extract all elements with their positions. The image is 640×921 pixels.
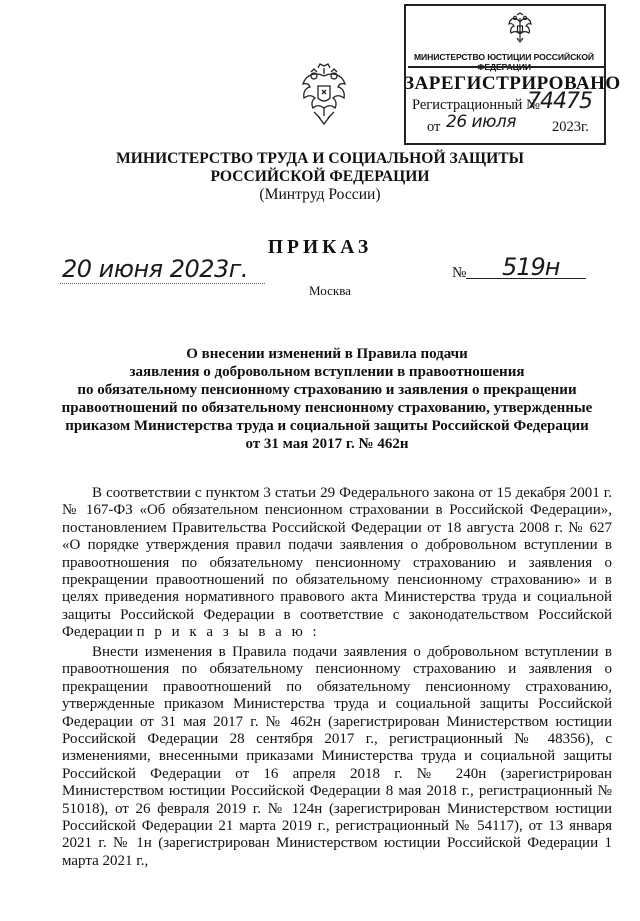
- double-headed-eagle-icon: [506, 12, 534, 44]
- subject-line: по обязательному пенсионному страхованию и заявления о прекращении: [77, 381, 577, 398]
- stamp-registration-date: 26 июля: [446, 112, 516, 132]
- coat-of-arms-icon: [300, 62, 348, 130]
- stamp-divider: [408, 66, 604, 68]
- ministry-short-name: (Минтруд России): [259, 186, 381, 203]
- stamp-registration-number-label: Регистрационный №: [412, 97, 540, 113]
- stamp-registration-year: 2023г.: [552, 119, 589, 135]
- order-number-label: №: [452, 265, 467, 281]
- order-date-handwritten: 20 июня 2023г.: [62, 255, 249, 283]
- subject-line: О внесении изменений в Правила подачи: [186, 346, 468, 362]
- document-type-title: ПРИКАЗ: [267, 237, 373, 258]
- order-subject: [54, 346, 600, 453]
- stamp-date-prefix: от: [427, 119, 441, 135]
- ministry-name-line1: МИНИСТЕРСТВО ТРУДА И СОЦИАЛЬНОЙ ЗАЩИТЫ: [116, 150, 524, 167]
- order-command: п р и к а з ы в а ю :: [136, 624, 320, 641]
- ministry-name: [0, 150, 640, 186]
- number-underline: [466, 278, 586, 279]
- order-number-handwritten: 519н: [502, 253, 560, 281]
- body-paragraph-preamble: [62, 485, 612, 642]
- subject-line: приказом Министерства труда и социальной защиты Российской Федерации: [65, 417, 589, 434]
- stamp-title: ЗАРЕГИСТРИРОВАНО: [404, 73, 621, 94]
- subject-line: заявления о добровольном вступлении в правоотношения: [129, 363, 525, 380]
- ministry-name-line2: РОССИЙСКОЙ ФЕДЕРАЦИИ: [210, 168, 430, 185]
- subject-line: правоотношений по обязательному пенсионному страхованию, утвержденные: [61, 399, 593, 416]
- body-paragraph-amendments: Внести изменения в Правила подачи заявления о добровольном вступлении в правоотношения по обязательному пенсионному страхованию и заявления о прекращении правоотношений по обязательному пенсионному страхованию, утвержденные приказом Министерства труда и социальной защиты Российской Федерации от 31 мая 2017 г. № 462н (зарегистрирован Министерством юстиции Российской Федерации 28 сентября 2017 г., регистрационный № 48356), с изменениями, внесенными приказами Министерства труда и социальной защиты Российской Федерации от 16 апреля 2018 г. № 240н (зарегистрирован Министерством юстиции Российской Федерации 8 мая 2018 г., регистрационный № 51018), от 26 февраля 2019 г. № 124н (зарегистрирован Министерством юстиции Российской Федерации 21 марта 2019 г., регистрационный № 54117), от 13 января 2021 г. № 1н (зарегистрирован Министерством юстиции Российской Федерации 1 марта 2021 г.,: [62, 644, 612, 869]
- preamble-text: В соответствии с пунктом 3 статьи 29 Федерального закона от 15 декабря 2001 г. № 167-ФЗ «Об обязательном пенсионном страховании в Российской Федерации», постановлением Правительства Российской Федерации от 18 августа 2008 г. № 627 «О порядке утверждения правил подачи заявления о добровольном вступлении в правоотношения по обязательному пенсионному страхованию и заявления о прекращении правоотношений по обязательному пенсионному страхованию» и в целях приведения нормативного правового акта Министерства труда и социальной защиты Российской Федерации в соответствие с законодательством Российской Федерации: [62, 485, 612, 641]
- stamp-registration-number: 74475: [527, 89, 592, 114]
- stamp-ministry-name: МИНИСТЕРСТВО ЮСТИЦИИ РОССИЙСКОЙ ФЕДЕРАЦИИ: [414, 52, 594, 72]
- city: Москва: [309, 283, 351, 298]
- subject-line: от 31 мая 2017 г. № 462н: [245, 435, 409, 452]
